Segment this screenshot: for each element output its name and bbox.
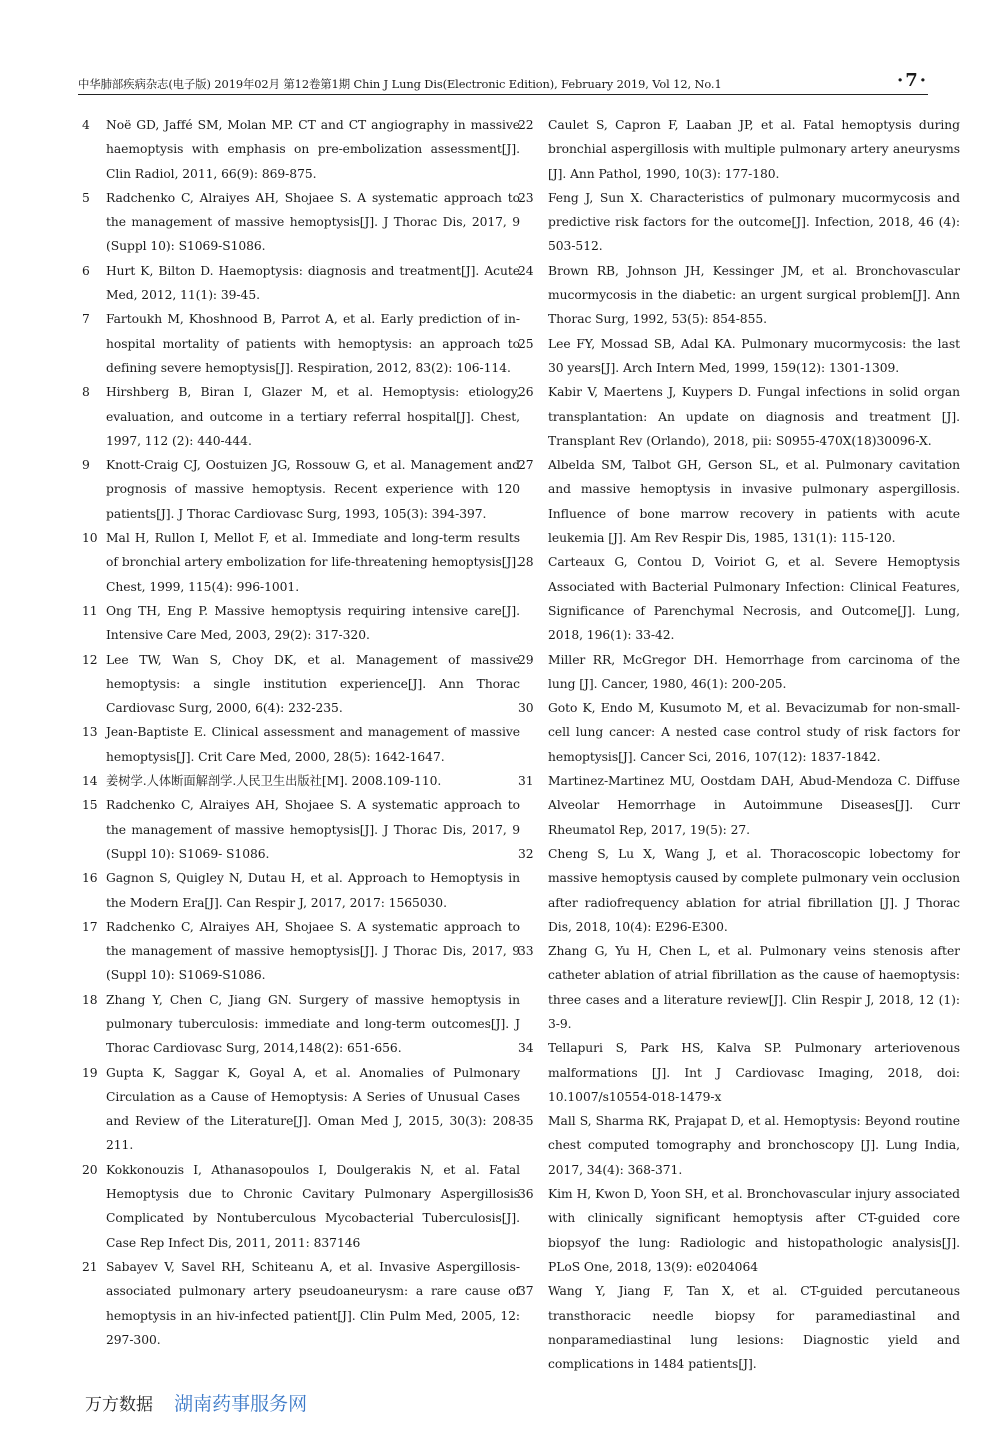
reference-number: 35 [518,1114,534,1129]
reference-text: Gagnon S, Quigley N, Dutau H, et al. Approach to Hemoptysis in the Modern Era[J]. Can Respir J, 2017, 2017: 1565030. [106,871,520,910]
reference-text: Cheng S, Lu X, Wang J, et al. Thoracoscopic lobectomy for massive hemoptysis caused by complete pulmonary vein occlusion after radiofrequency ablation for atrial fibrillation [J]. J Thorac Dis, 2018, 10(4): E296-E300. [548,846,960,934]
reference-item [518,1279,960,1376]
reference-text: Radchenko C, Alraiyes AH, Shojaee S. A systematic approach to the management of massive hemoptysis[J]. J Thorac Dis, 2017, 9 (Suppl 10): S1069-S1086. [106,919,520,983]
watermark-text: 湖南药事服务网 [174,1393,308,1415]
reference-number: 25 [518,336,534,351]
reference-text: Mal H, Rullon I, Mellot F, et al. Immediate and long-term results of bronchial artery embolization for life-threatening hemoptysis[J]. Chest, 1999, 115(4): 996-1001. [106,531,520,594]
reference-text: Radchenko C, Alraiyes AH, Shojaee S. A systematic approach to the management of massive hemoptysis[J]. J Thorac Dis, 2017, 9 (Suppl 10): S1069-S1086. [106,190,520,254]
reference-text: Miller RR, McGregor DH. Hemorrhage from carcinoma of the lung [J]. Cancer, 1980, 46(1): 200-205. [548,652,960,691]
reference-item [78,866,520,915]
reference-number: 15 [82,798,98,813]
reference-text: Ong TH, Eng P. Massive hemoptysis requiring intensive care[J]. Intensive Care Med, 2003, 29(2): 317-320. [106,603,520,643]
reference-text: Feng J, Sun X. Characteristics of pulmonary mucormycosis and predictive risk factors for the outcome[J]. Infection, 2018, 46 (4): 503-512. [548,190,960,254]
reference-item [78,186,520,259]
reference-number: 6 [82,263,90,278]
reference-number: 13 [82,725,98,740]
footer [85,1389,307,1416]
reference-number: 37 [518,1284,534,1299]
reference-number: 33 [518,944,534,959]
reference-number: 29 [518,652,534,667]
reference-number: 7 [82,312,90,327]
reference-text: Brown RB, Johnson JH, Kessinger JM, et al. Bronchovascular mucormycosis in the diabetic: an urgent surgical problem[J]. Ann Thorac Surg, 1992, 53(5): 854-855. [548,263,960,327]
reference-item [78,648,520,721]
reference-number: 19 [82,1065,98,1080]
reference-item [78,307,520,380]
reference-text: Tellapuri S, Park HS, Kalva SP. Pulmonary arteriovenous malformations [J]. Int J Cardiovasc Imaging, 2018, doi: 10.1007/s10554-018-1479-x [548,1041,960,1104]
reference-item [518,380,960,453]
reference-item [518,648,960,697]
reference-number: 8 [82,385,90,400]
reference-text: Albelda SM, Talbot GH, Gerson SL, et al. Pulmonary cavitation and massive hemoptysis in invasive pulmonary aspergillosis. Influence of bone marrow recovery in patients with acute leukemia [J]. Am Rev Respir Dis, 1985, 131(1): 115-120. [548,458,960,546]
reference-item [78,599,520,648]
reference-number: 27 [518,458,534,473]
reference-item [518,696,960,769]
journal-running-title: 中华肺部疾病杂志(电子版) 2019年02月 第12卷第1期 Chin J Lung Dis(Electronic Edition), February 2019, Vol 12, No.1 [78,77,722,91]
reference-text: Hirshberg B, Biran I, Glazer M, et al. Hemoptysis: etiology, evaluation, and outcome in a tertiary referral hospital[J]. Chest, 1997, 112 (2): 440-444. [106,385,520,448]
reference-item [78,453,520,526]
reference-text: Gupta K, Saggar K, Goyal A, et al. Anomalies of Pulmonary Circulation as a Cause of Hemoptysis: A Series of Unusual Cases and Review of the Literature[J]. Oman Med J, 2015, 30(3): 208-211. [106,1065,520,1153]
page-number: ·7· [896,70,928,91]
reference-item [78,526,520,599]
reference-item [518,1036,960,1109]
reference-item [518,769,960,842]
reference-number: 31 [518,774,534,789]
reference-item [518,1182,960,1279]
reference-number: 34 [518,1041,534,1056]
reference-item [518,842,960,939]
reference-item [518,186,960,259]
reference-number: 20 [82,1162,98,1177]
reference-number: 22 [518,118,534,132]
reference-number: 9 [82,458,90,473]
reference-item [78,988,520,1061]
reference-item [78,915,520,988]
reference-item [518,453,960,550]
reference-number: 16 [82,871,98,886]
reference-number: 26 [518,385,534,400]
reference-item [518,939,960,1036]
source-label: 万方数据 [85,1395,153,1415]
reference-text: Kabir V, Maertens J, Kuypers D. Fungal infections in solid organ transplantation: An update on diagnosis and treatment [J]. Transplant Rev (Orlando), 2018, pii: S0955-470X(18)30096-X. [548,385,960,448]
reference-item [518,1109,960,1182]
reference-number: 21 [82,1259,98,1274]
reference-text: Fartoukh M, Khoshnood B, Parrot A, et al. Early prediction of in-hospital mortality of patients with hemoptysis: an approach to defining severe hemoptysis[J]. Respiration, 2012, 83(2): 106-114. [106,312,520,375]
reference-number: 4 [82,118,90,132]
reference-number: 28 [518,555,534,570]
reference-item [78,380,520,453]
reference-item [518,332,960,381]
reference-number: 24 [518,263,534,278]
reference-text: Martinez-Martinez MU, Oostdam DAH, Abud-Mendoza C. Diffuse Alveolar Hemorrhage in Autoimmune Diseases[J]. Curr Rheumatol Rep, 2017, 19(5): 27. [548,774,960,837]
reference-text: Carteaux G, Contou D, Voiriot G, et al. Severe Hemoptysis Associated with Bacterial Pulmonary Infection: Clinical Features, Significance of Parenchymal Necrosis, and Outcome[J]. Lung, 2018, 196(1): 33-42. [548,555,960,643]
reference-number: 30 [518,701,534,716]
reference-text: Caulet S, Capron F, Laaban JP, et al. Fatal hemoptysis during bronchial aspergillosis with multiple pulmonary artery aneurysms [J]. Ann Pathol, 1990, 10(3): 177-180. [548,118,960,181]
reference-item [518,259,960,332]
reference-number: 17 [82,919,98,934]
reference-number: 5 [82,190,90,205]
reference-item [78,769,520,793]
reference-number: 12 [82,652,98,667]
reference-item [78,720,520,769]
reference-item [78,259,520,308]
reference-number: 10 [82,531,98,546]
reference-text: Mall S, Sharma RK, Prajapat D, et al. Hemoptysis: Beyond routine chest computed tomography and bronchoscopy [J]. Lung India, 2017, 34(4): 368-371. [548,1114,960,1177]
reference-text: Sabayev V, Savel RH, Schiteanu A, et al. Invasive Aspergillosis-associated pulmonary artery pseudoaneurysm: a rare cause of hemoptysis in an hiv-infected patient[J]. Clin Pulm Med, 2005, 12: 297-300. [106,1259,520,1347]
reference-item [78,113,520,186]
reference-number: 18 [82,992,98,1007]
reference-number: 23 [518,190,534,205]
reference-text: Lee FY, Mossad SB, Adal KA. Pulmonary mucormycosis: the last 30 years[J]. Arch Intern Med, 1999, 159(12): 1301-1309. [548,336,960,375]
reference-text: 姜树学.人体断面解剖学.人民卫生出版社[M]. 2008.109-110. [106,774,442,789]
reference-number: 11 [82,603,98,618]
references-right-column [518,113,960,1376]
reference-text: Wang Y, Jiang F, Tan X, et al. CT-guided percutaneous transthoracic needle biopsy for paramediastinal and nonparamediastinal lung lesions: Diagnostic yield and complications in 1484 patients[J]. [548,1284,960,1372]
reference-item [78,793,520,866]
running-header [78,70,928,94]
reference-number: 32 [518,846,534,861]
reference-text: Noë GD, Jaffé SM, Molan MP. CT and CT angiography in massive haemoptysis with emphasis on pre-embolization assessment[J]. Clin Radiol, 2011, 66(9): 869-875. [106,118,520,181]
reference-text: Zhang Y, Chen C, Jiang GN. Surgery of massive hemoptysis in pulmonary tuberculosis: immediate and long-term outcomes[J]. J Thorac Cardiovasc Surg, 2014,148(2): 651-656. [106,992,520,1056]
header-rule [78,94,928,95]
reference-item [78,1255,520,1352]
reference-text: Zhang G, Yu H, Chen L, et al. Pulmonary veins stenosis after catheter ablation of atrial fibrillation as the cause of haemoptysis: three cases and a literature review[J]. Clin Respir J, 2018, 12 (1): 3-9. [548,944,960,1031]
reference-item [78,1158,520,1255]
reference-text: Kim H, Kwon D, Yoon SH, et al. Bronchovascular injury associated with clinically significant hemoptysis after CT-guided core biopsyof the lung: Radiologic and histopathologic analysis[J]. PLoS One, 2018, 13(9): e0204064 [548,1187,960,1274]
reference-text: Kokkonouzis I, Athanasopoulos I, Doulgerakis N, et al. Fatal Hemoptysis due to Chronic Cavitary Pulmonary Aspergillosis Complicated by Nontuberculous Mycobacterial Tuberculosis[J]. Case Rep Infect Dis, 2011, 2011: 837146 [106,1162,520,1250]
reference-number: 14 [82,774,98,789]
reference-item [518,550,960,647]
reference-text: Knott-Craig CJ, Oostuizen JG, Rossouw G, et al. Management and prognosis of massive hemoptysis. Recent experience with 120 patients[J]. J Thorac Cardiovasc Surg, 1993, 105(3): 394-397. [106,458,520,521]
reference-text: Lee TW, Wan S, Choy DK, et al. Management of massive hemoptysis: a single institution experience[J]. Ann Thorac Cardiovasc Surg, 2000, 6(4): 232-235. [106,652,520,716]
reference-text: Goto K, Endo M, Kusumoto M, et al. Bevacizumab for non-small-cell lung cancer: A nested case control study of risk factors for hemoptysis[J]. Cancer Sci, 2016, 107(12): 1837-1842. [548,701,960,764]
reference-text: Radchenko C, Alraiyes AH, Shojaee S. A systematic approach to the management of massive hemoptysis[J]. J Thorac Dis, 2017, 9 (Suppl 10): S1069- S1086. [106,798,520,861]
reference-item [518,113,960,186]
reference-number: 36 [518,1187,534,1202]
reference-text: Hurt K, Bilton D. Haemoptysis: diagnosis and treatment[J]. Acute Med, 2012, 11(1): 39-45. [106,263,520,303]
references-left-column [78,113,520,1352]
reference-text: Jean-Baptiste E. Clinical assessment and management of massive hemoptysis[J]. Crit Care Med, 2000, 28(5): 1642-1647. [106,725,520,764]
reference-item [78,1061,520,1158]
